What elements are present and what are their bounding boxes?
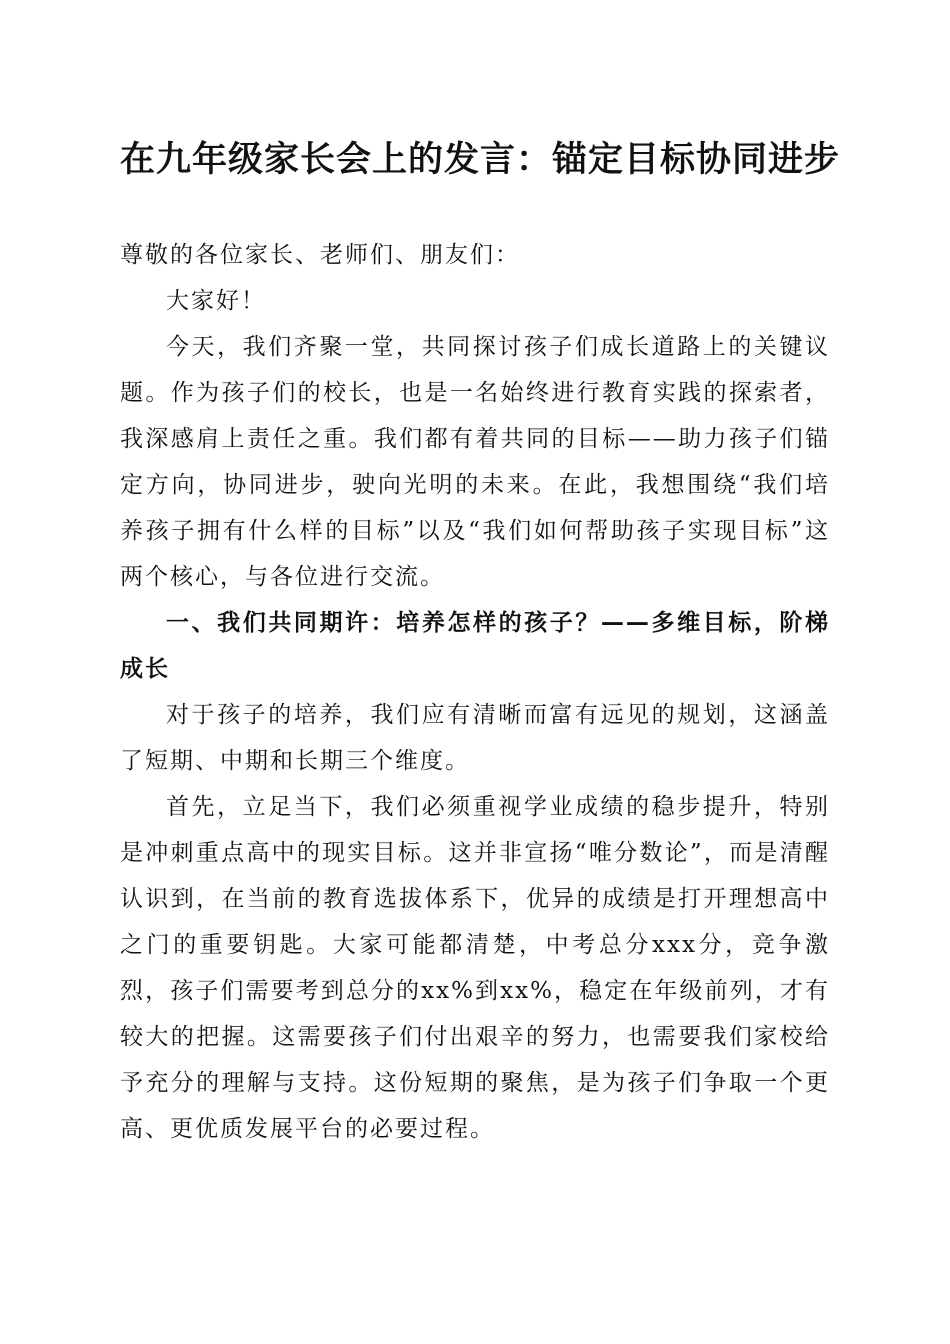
document-title: 在九年级家长会上的发言：锚定目标协同进步	[120, 139, 841, 180]
section-heading-1: 一、我们共同期许：培养怎样的孩子？——多维目标，阶梯成长	[120, 610, 830, 682]
salutation: 尊敬的各位家长、老师们、朋友们：	[120, 242, 520, 268]
section1-paragraph-1: 对于孩子的培养，我们应有清晰而富有远见的规划，这涵盖了短期、中期和长期三个维度。	[120, 702, 830, 774]
intro-paragraph: 今天，我们齐聚一堂，共同探讨孩子们成长道路上的关键议题。作为孩子们的校长，也是一名始终进行教育实践的探索者，我深感肩上责任之重。我们都有着共同的目标——助力孩子们锚定方向，协同进步，驶向光明的未来。在此，我想围绕“我们培养孩子拥有什么样的目标”以及“我们如何帮助孩子实现目标”这两个核心，与各位进行交流。	[120, 334, 830, 590]
section1-paragraph-2: 首先，立足当下，我们必须重视学业成绩的稳步提升，特别是冲刺重点高中的现实目标。这并非宣扬“唯分数论”，而是清醒认识到，在当前的教育选拔体系下，优异的成绩是打开理想高中之门的重要钥匙。大家可能都清楚，中考总分xxx分，竞争激烈，孩子们需要考到总分的xx%到xx%，稳定在年级前列，才有较大的把握。这需要孩子们付出艰辛的努力，也需要我们家校给予充分的理解与支持。这份短期的聚焦，是为孩子们争取一个更高、更优质发展平台的必要过程。	[120, 794, 830, 1142]
greeting: 大家好！	[166, 288, 266, 314]
document-body	[120, 232, 830, 1152]
